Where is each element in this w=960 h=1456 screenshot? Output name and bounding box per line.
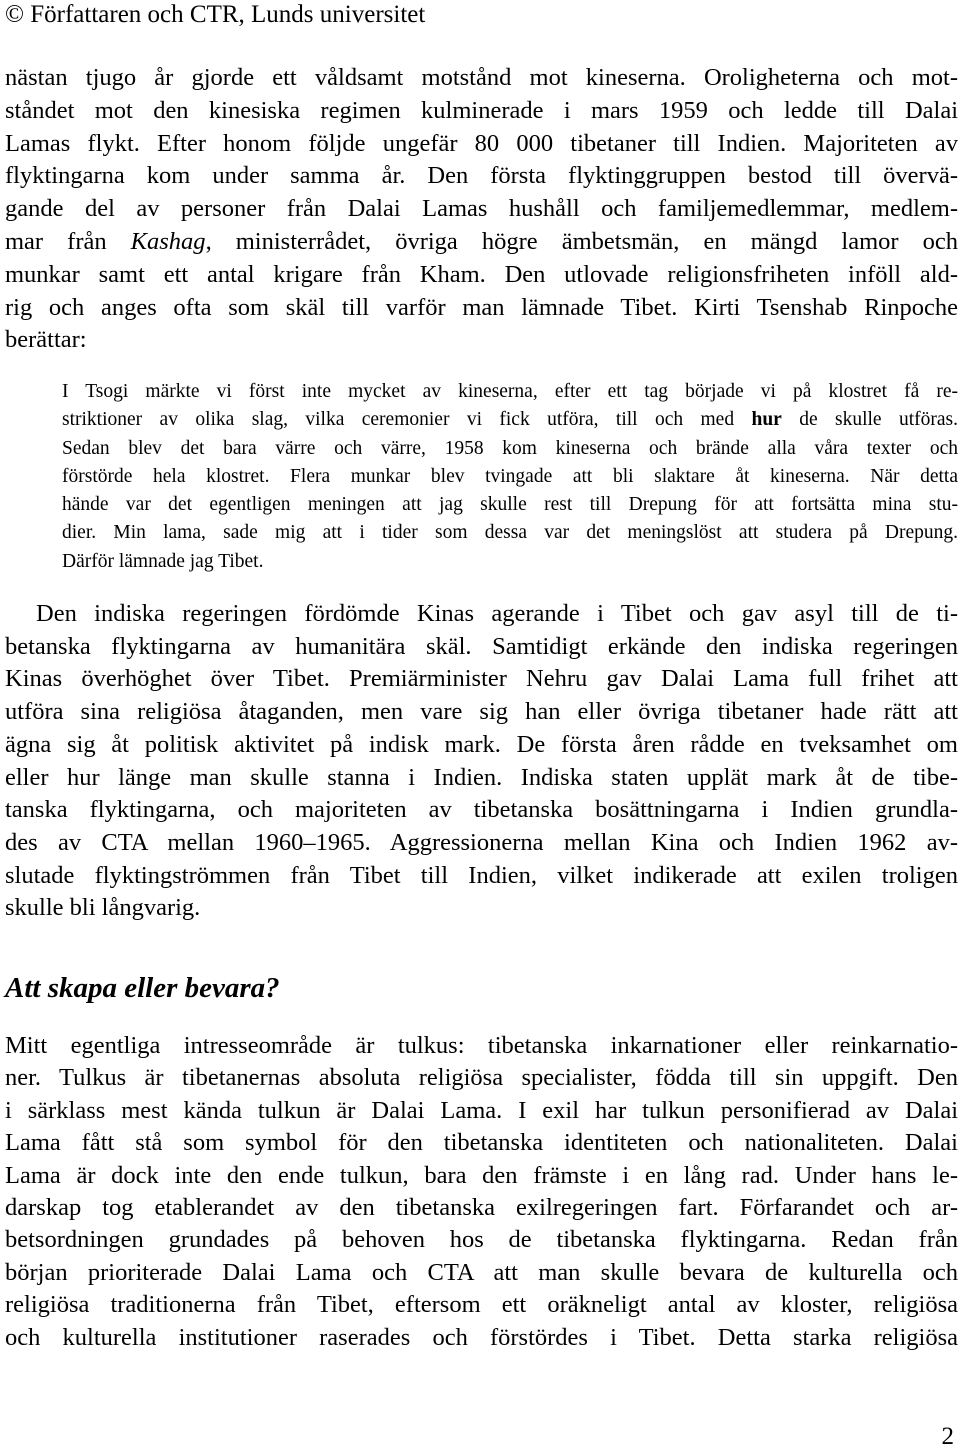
text-line: berättar: (5, 326, 87, 354)
text-line: Den indiska regeringen fördömde Kinas agerande i Tibet och gav asyl till de ti- (36, 600, 958, 627)
text-line: ståndet mot den kinesiska regimen kulminerade i mars 1959 och ledde till Dalai (5, 96, 958, 124)
hur-emphasis: hur (751, 409, 782, 431)
text-line: rig och anges ofta som skäl till varför man lämnade Tibet. Kirti Tsenshab Rinpoche (5, 293, 958, 321)
kashag-term: Kashag (130, 227, 206, 255)
text-line: början prioriterade Dalai Lama och CTA att man skulle bevara de kulturella och (5, 1258, 958, 1286)
text-line: Lama fått stå som symbol för den tibetanska identiteten och nationaliteten. Dalai (5, 1129, 958, 1157)
section-heading: Att skapa eller bevara? (5, 972, 280, 1004)
text-line: i särklass mest kända tulkun är Dalai Lama. I exil har tulkun personifierad av Dalai (5, 1096, 958, 1124)
text-line: darskap tog etablerandet av den tibetanska exilregeringen fart. Förfarandet och ar- (5, 1194, 958, 1222)
paragraph-india (5, 598, 958, 925)
quote-line: dier. Min lama, sade mig att i tider som dessa var det meningslöst att studera på Drepung. (62, 522, 958, 544)
text-line-kashag (5, 226, 958, 259)
quote-line: I Tsogi märkte vi först inte mycket av kineserna, efter ett tag började vi på klostret få re- (62, 381, 958, 402)
text-line: des av CTA mellan 1960–1965. Aggressionerna mellan Kina och Indien 1962 av- (5, 828, 958, 856)
text-line: ner. Tulkus är tibetanernas absoluta religiösa specialister, födda till sin uppgift. Den (5, 1064, 958, 1092)
text-segment: mar från (5, 227, 131, 255)
text-line: Lamas flykt. Efter honom följde ungefär 80 000 tibetaner till Indien. Majoriteten av (5, 129, 958, 157)
text-segment: de skulle utföras. (781, 409, 958, 431)
text-line: betsordningen grundades på behoven hos de tibetanska flyktingarna. Redan från (5, 1226, 958, 1254)
text-segment: , ministerrådet, övriga högre ämbetsmän, en mängd lamor och (205, 227, 958, 255)
text-segment: striktioner av olika slag, vilka ceremonier vi fick utföra, till och med (62, 409, 752, 431)
text-line: ägna sig åt politisk aktivitet på indisk mark. De första åren rådde en tveksamhet om (5, 730, 958, 758)
text-line: Lama är dock inte den ende tulkun, bara den främste i en lång rad. Under hans le- (5, 1161, 958, 1189)
paragraph-tulkus (5, 1030, 958, 1354)
text-line: Mitt egentliga intresseområde är tulkus: tibetanska inkarnationer eller reinkarnatio- (5, 1032, 958, 1059)
text-line: flyktingarna kom under samma år. Den första flyktinggruppen bestod till övervä- (5, 162, 958, 190)
text-line: slutade flyktingströmmen från Tibet till Indien, vilket indikerade att exilen troligen (5, 861, 958, 889)
text-line: skulle bli långvarig. (5, 894, 201, 922)
quote-line: hände var det egentligen meningen att jag skulle rest till Drepung för att fortsätta mina stu- (62, 494, 958, 516)
text-line: och kulturella institutioner raserades och förstördes i Tibet. Detta starka religiösa (5, 1323, 958, 1351)
quote-line: förstörde hela klostret. Flera munkar blev tvingade att bli slaktare åt kineserna. När detta (62, 465, 958, 487)
text-line: Kinas överhöghet över Tibet. Premiärminister Nehru gav Dalai Lama full frihet att (5, 665, 958, 693)
page-number: 2 (941, 1423, 954, 1450)
text-line: gande del av personer från Dalai Lamas hushåll och familjemedlemmar, medlem- (5, 195, 958, 223)
text-line: religiösa traditionerna från Tibet, eftersom ett oräkneligt antal av kloster, religiösa (5, 1291, 958, 1319)
text-line: munkar samt ett antal krigare från Kham. Den utlovade religionsfriheten inföll ald- (5, 260, 958, 288)
quote-line: Därför lämnade jag Tibet. (62, 550, 264, 572)
copyright-header: © Författaren och CTR, Lunds universitet (5, 1, 426, 28)
text-line: utföra sina religiösa åtaganden, men vare sig han eller övriga tibetaner hade rätt att (5, 698, 958, 726)
text-line: nästan tjugo år gjorde ett våldsamt motstånd mot kineserna. Oroligheterna och mot- (5, 64, 958, 91)
text-line: betanska flyktingarna av humanitära skäl. Samtidigt erkände den indiska regeringen (5, 632, 958, 660)
quote-line-hur (62, 406, 958, 434)
text-line: eller hur länge man skulle stanna i Indien. Indiska staten upplät mark åt de tibe- (5, 763, 958, 791)
text-line: tanska flyktingarna, och majoriteten av tibetanska bosättningarna i Indien grundla- (5, 796, 958, 824)
block-quote (62, 378, 958, 576)
quote-line: Sedan blev det bara värre och värre, 1958 kom kineserna och brände alla våra texter och (62, 437, 958, 459)
paragraph-flight (5, 62, 958, 357)
